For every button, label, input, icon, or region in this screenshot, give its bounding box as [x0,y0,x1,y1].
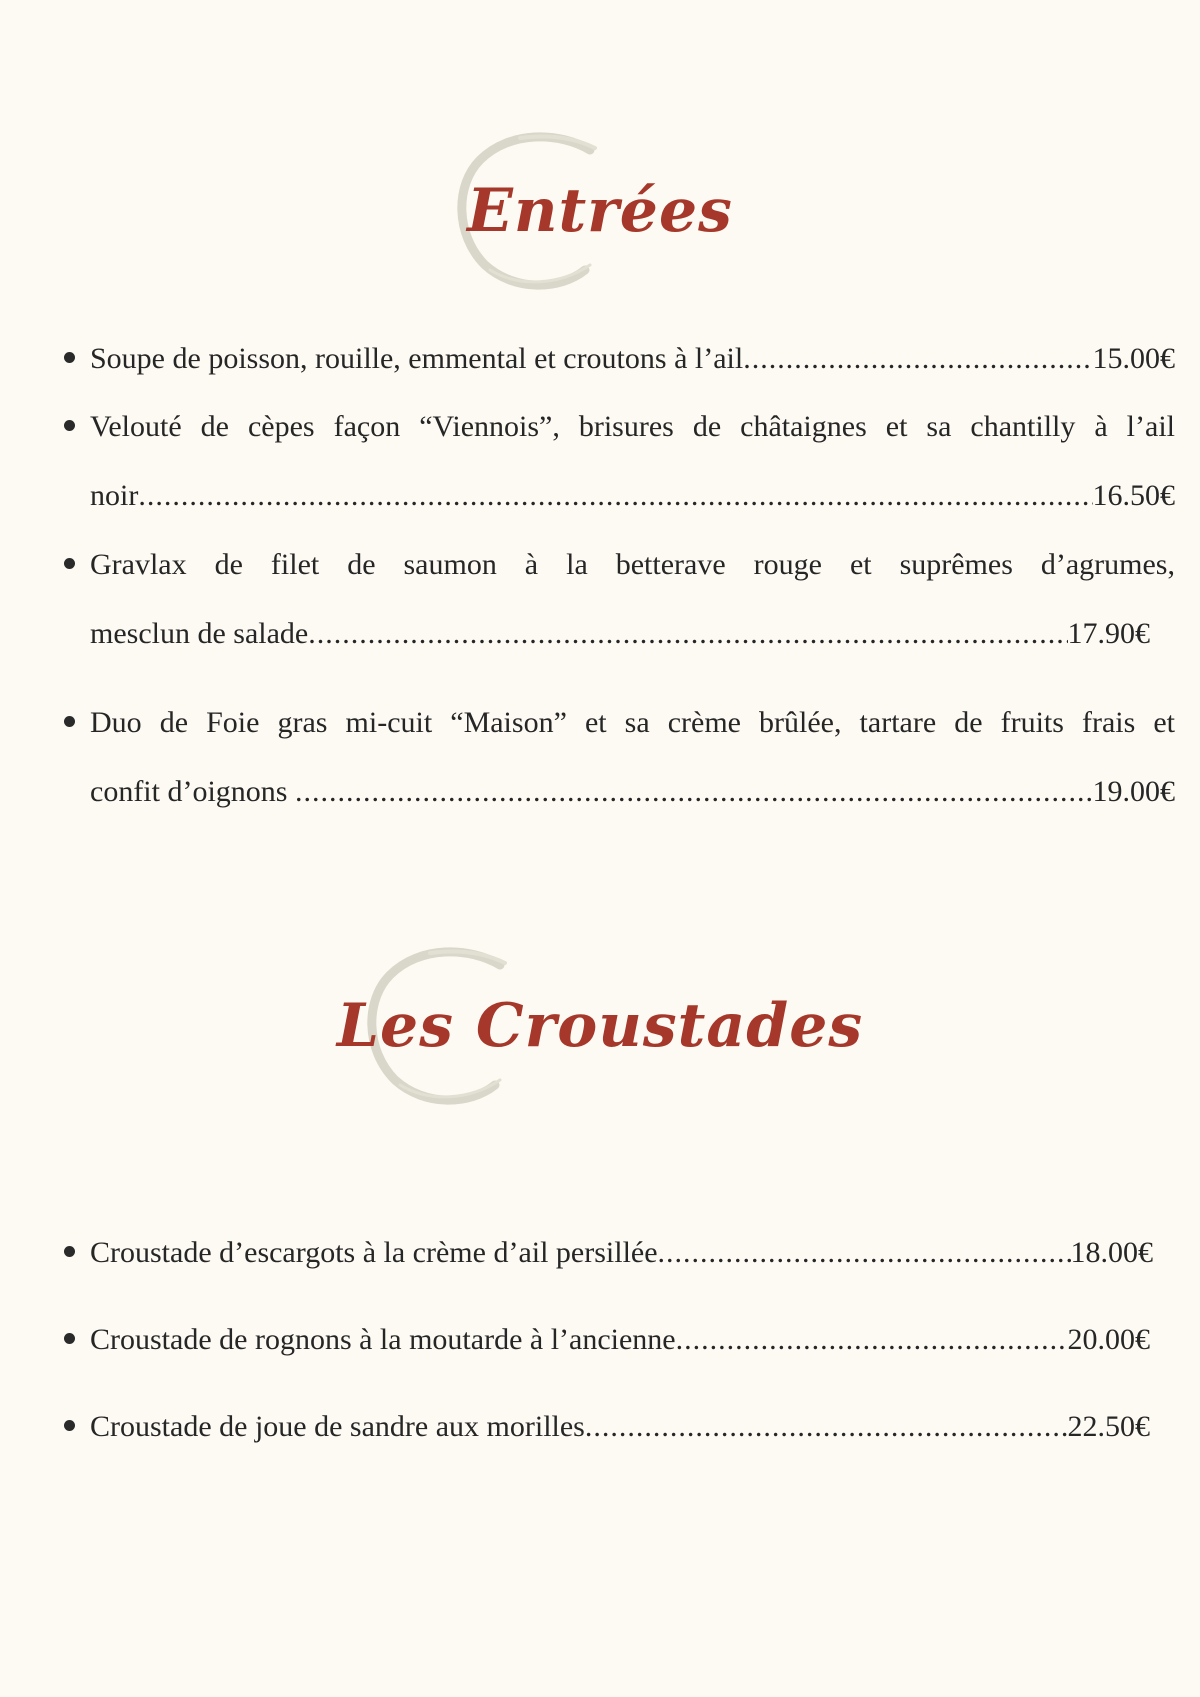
list-item [60,1392,1175,1461]
entrees-heading [0,130,1200,300]
dot-leader [743,324,1092,393]
bullet-icon [64,1333,75,1344]
list-item [60,1305,1175,1374]
dot-leader [585,1392,1068,1461]
dish-name: Croustade de joue de sandre aux morilles [90,1410,585,1443]
dish-price: 17.90€ [1067,617,1150,650]
dish-description: Gravlax de filet de saumon à la betterave rouge et suprêmes d’agrumes, [90,548,1175,581]
dish-price: 20.00€ [1067,1323,1150,1356]
dish-name: noir [90,479,139,512]
entrees-title: Entrées [467,176,733,246]
list-item [60,392,1175,530]
dot-leader [295,757,1093,826]
bullet-icon [64,558,75,569]
dish-description: Duo de Foie gras mi-cuit “Maison” et sa crème brûlée, tartare de fruits frais et [90,706,1175,739]
dish-name: mesclun de salade [90,617,309,650]
dot-leader [308,599,1067,668]
list-item [60,688,1175,826]
dish-price: 18.00€ [1070,1236,1153,1269]
dish-name: confit d’oignons [90,775,295,808]
bullet-icon [64,1420,75,1431]
bullet-icon [64,352,75,363]
dish-price: 22.50€ [1067,1410,1150,1443]
dish-price: 15.00€ [1092,342,1175,375]
dot-leader [676,1305,1068,1374]
list-item [60,530,1175,668]
bullet-icon [64,716,75,727]
dish-name: Croustade d’escargots à la crème d’ail persillée [90,1236,658,1269]
dot-leader [658,1218,1071,1287]
dot-leader [138,461,1092,530]
bullet-icon [64,1246,75,1257]
croustades-title: Les Croustades [336,991,864,1061]
dish-price: 16.50€ [1092,479,1175,512]
dish-name: Soupe de poisson, rouille, emmental et croutons à l’ail [90,342,744,375]
list-item [60,1218,1175,1287]
croustades-heading [0,945,1200,1115]
dish-price: 19.00€ [1092,775,1175,808]
dish-name: Croustade de rognons à la moutarde à l’ancienne [90,1323,676,1356]
bullet-icon [64,420,75,431]
list-item [60,324,1175,393]
dish-description: Velouté de cèpes façon “Viennois”, brisures de châtaignes et sa chantilly à l’ail [90,410,1175,443]
